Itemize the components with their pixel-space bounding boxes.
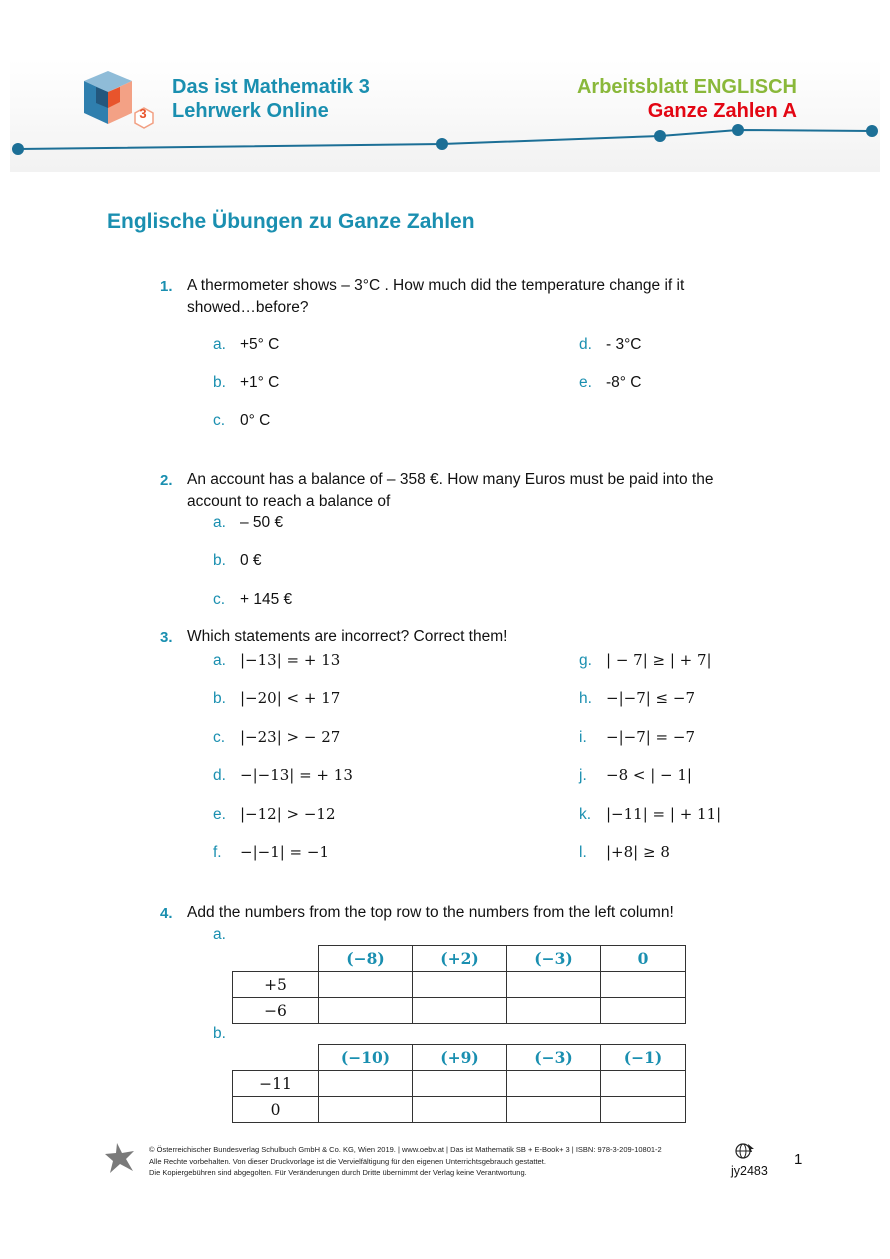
q4-label-b: b. bbox=[213, 1025, 226, 1042]
q3-item-f bbox=[213, 843, 329, 862]
item-label: b. bbox=[213, 690, 226, 707]
item-expression: |+8| ≥ 8 bbox=[606, 843, 670, 861]
footer-line: Die Kopiergebühren sind abgegolten. Für Veränderungen durch Dritte übernimmt der Verlag keine Verantwortung. bbox=[149, 1168, 527, 1177]
item-label: d. bbox=[213, 767, 226, 784]
item-label: a. bbox=[213, 336, 226, 353]
table-row bbox=[233, 998, 686, 1024]
item-label: l. bbox=[579, 844, 587, 861]
table-header-cell: (+9) bbox=[413, 1045, 507, 1071]
answer-cell[interactable] bbox=[413, 998, 507, 1024]
item-text: + 145 € bbox=[240, 591, 293, 608]
footer-line: Alle Rechte vorbehalten. Von dieser Druckvorlage ist die Vervielfältigung für den eigenen Unterrichtsgebrauch gestattet. bbox=[149, 1156, 546, 1166]
q2-line1: An account has a balance of – 358 €. How many Euros must be paid into the bbox=[187, 471, 714, 488]
q3-item-j bbox=[579, 766, 692, 785]
item-text: – 50 € bbox=[240, 514, 284, 531]
online-code: jy2483 bbox=[731, 1164, 768, 1178]
table-row-label: −6 bbox=[233, 998, 319, 1024]
q3-item-a bbox=[213, 651, 340, 670]
table-row-label: +5 bbox=[233, 972, 319, 998]
table-row bbox=[233, 1097, 686, 1123]
q1-line1: A thermometer shows – 3°C . How much did the temperature change if it bbox=[187, 277, 685, 294]
q4-label-a: a. bbox=[213, 926, 226, 943]
item-expression: −|−7| = −7 bbox=[606, 728, 696, 746]
table-header-cell: (−3) bbox=[507, 1045, 601, 1071]
table-header-row bbox=[233, 1045, 686, 1071]
item-text: -8° C bbox=[606, 374, 642, 391]
q3-item-g bbox=[579, 651, 712, 670]
answer-cell[interactable] bbox=[319, 1097, 413, 1123]
q4-text: Add the numbers from the top row to the numbers from the left column! bbox=[187, 904, 674, 921]
item-text: 0 € bbox=[240, 552, 262, 569]
q1-item-c bbox=[213, 412, 270, 430]
answer-cell[interactable] bbox=[601, 998, 686, 1024]
table-header-cell: (−8) bbox=[319, 946, 413, 972]
q4-number: 4. bbox=[160, 905, 173, 922]
item-label: a. bbox=[213, 652, 226, 669]
publisher-logo bbox=[104, 1141, 136, 1175]
q3-item-c bbox=[213, 728, 340, 747]
item-expression: |−13| = + 13 bbox=[240, 651, 341, 669]
item-text: +1° C bbox=[240, 374, 280, 391]
item-label: e. bbox=[579, 374, 592, 391]
q3-item-e bbox=[213, 805, 336, 824]
table-header-cell: (−10) bbox=[319, 1045, 413, 1071]
item-label: b. bbox=[213, 552, 226, 569]
item-expression: |−23| > − 27 bbox=[240, 728, 341, 746]
q4-table-b bbox=[232, 1044, 686, 1123]
q3-item-k bbox=[579, 805, 721, 824]
globe-link-icon[interactable] bbox=[734, 1141, 756, 1161]
q1-line2: showed…before? bbox=[187, 299, 309, 316]
table-header-cell: 0 bbox=[601, 946, 686, 972]
item-text: +5° C bbox=[240, 336, 280, 353]
item-label: i. bbox=[579, 729, 587, 746]
answer-cell[interactable] bbox=[507, 998, 601, 1024]
item-expression: −|−1| = −1 bbox=[240, 843, 330, 861]
item-expression: −|−7| ≤ −7 bbox=[606, 689, 696, 707]
q2-item-a bbox=[213, 514, 283, 532]
item-label: a. bbox=[213, 514, 226, 531]
table-row-label: −11 bbox=[233, 1071, 319, 1097]
q1-item-b bbox=[213, 374, 279, 392]
table-row bbox=[233, 972, 686, 998]
page-number: 1 bbox=[794, 1151, 803, 1168]
answer-cell[interactable] bbox=[601, 972, 686, 998]
answer-cell[interactable] bbox=[319, 1071, 413, 1097]
answer-cell[interactable] bbox=[507, 972, 601, 998]
answer-cell[interactable] bbox=[319, 998, 413, 1024]
q3-item-b bbox=[213, 689, 340, 708]
item-expression: −|−13| = + 13 bbox=[240, 766, 353, 784]
item-expression: −8 < | − 1| bbox=[606, 766, 692, 784]
item-expression: |−20| < + 17 bbox=[240, 689, 341, 707]
answer-cell[interactable] bbox=[319, 972, 413, 998]
item-label: b. bbox=[213, 374, 226, 391]
item-expression: | − 7| ≥ | + 7| bbox=[606, 651, 712, 669]
header-title: Das ist Mathematik 3 bbox=[172, 76, 370, 98]
table-row bbox=[233, 1071, 686, 1097]
answer-cell[interactable] bbox=[413, 1097, 507, 1123]
footer-line: © Österreichischer Bundesverlag Schulbuch GmbH & Co. KG, Wien 2019. | www.oebv.at | Das ist Mathematik SB + E-Book+ 3 | ISBN: 978-3-209-10801-2 bbox=[149, 1145, 662, 1154]
item-label: d. bbox=[579, 336, 592, 353]
q2-number: 2. bbox=[160, 472, 173, 489]
answer-cell[interactable] bbox=[507, 1097, 601, 1123]
item-label: c. bbox=[213, 412, 226, 429]
q3-item-l bbox=[579, 843, 670, 862]
item-label: f. bbox=[213, 844, 222, 861]
q3-number: 3. bbox=[160, 629, 173, 646]
item-expression: |−12| > −12 bbox=[240, 805, 336, 823]
timeline-decoration bbox=[0, 120, 890, 165]
item-label: c. bbox=[213, 729, 226, 746]
table-header-cell: (−3) bbox=[507, 946, 601, 972]
sheet-topic: Ganze Zahlen A bbox=[647, 100, 797, 122]
q1-number: 1. bbox=[160, 278, 173, 295]
q3-item-h bbox=[579, 689, 695, 708]
answer-cell[interactable] bbox=[601, 1097, 686, 1123]
item-label: c. bbox=[213, 591, 226, 608]
item-label: g. bbox=[579, 652, 592, 669]
header-subtitle: Lehrwerk Online bbox=[172, 100, 329, 122]
sheet-type: Arbeitsblatt ENGLISCH bbox=[576, 76, 797, 98]
item-expression: |−11| = | + 11| bbox=[606, 805, 722, 823]
item-label: j. bbox=[579, 767, 587, 784]
item-text: - 3°C bbox=[606, 336, 642, 353]
table-header-cell: (+2) bbox=[413, 946, 507, 972]
q3-item-i bbox=[579, 728, 695, 747]
q2-text bbox=[187, 469, 807, 513]
table-header-cell: (−1) bbox=[601, 1045, 686, 1071]
item-label: h. bbox=[579, 690, 592, 707]
logo-number: 3 bbox=[139, 106, 147, 121]
table-header-row bbox=[233, 946, 686, 972]
q2-item-b bbox=[213, 552, 262, 570]
answer-cell[interactable] bbox=[413, 972, 507, 998]
answer-cell[interactable] bbox=[413, 1071, 507, 1097]
q2-line2: account to reach a balance of bbox=[187, 493, 391, 510]
q1-item-a bbox=[213, 336, 279, 354]
footer-copyright bbox=[149, 1144, 662, 1179]
item-label: e. bbox=[213, 806, 226, 823]
answer-cell[interactable] bbox=[601, 1071, 686, 1097]
q1-item-d bbox=[579, 336, 641, 354]
item-text: 0° C bbox=[240, 412, 271, 429]
q1-item-e bbox=[579, 374, 641, 392]
table-corner bbox=[233, 1045, 319, 1071]
q4-table-a bbox=[232, 945, 686, 1024]
table-corner bbox=[233, 946, 319, 972]
q1-text bbox=[187, 275, 807, 319]
q3-item-d bbox=[213, 766, 353, 785]
table-row-label: 0 bbox=[233, 1097, 319, 1123]
answer-cell[interactable] bbox=[507, 1071, 601, 1097]
item-label: k. bbox=[579, 806, 592, 823]
q2-item-c bbox=[213, 591, 292, 609]
q3-text: Which statements are incorrect? Correct them! bbox=[187, 628, 508, 645]
page-title: Englische Übungen zu Ganze Zahlen bbox=[107, 210, 475, 233]
